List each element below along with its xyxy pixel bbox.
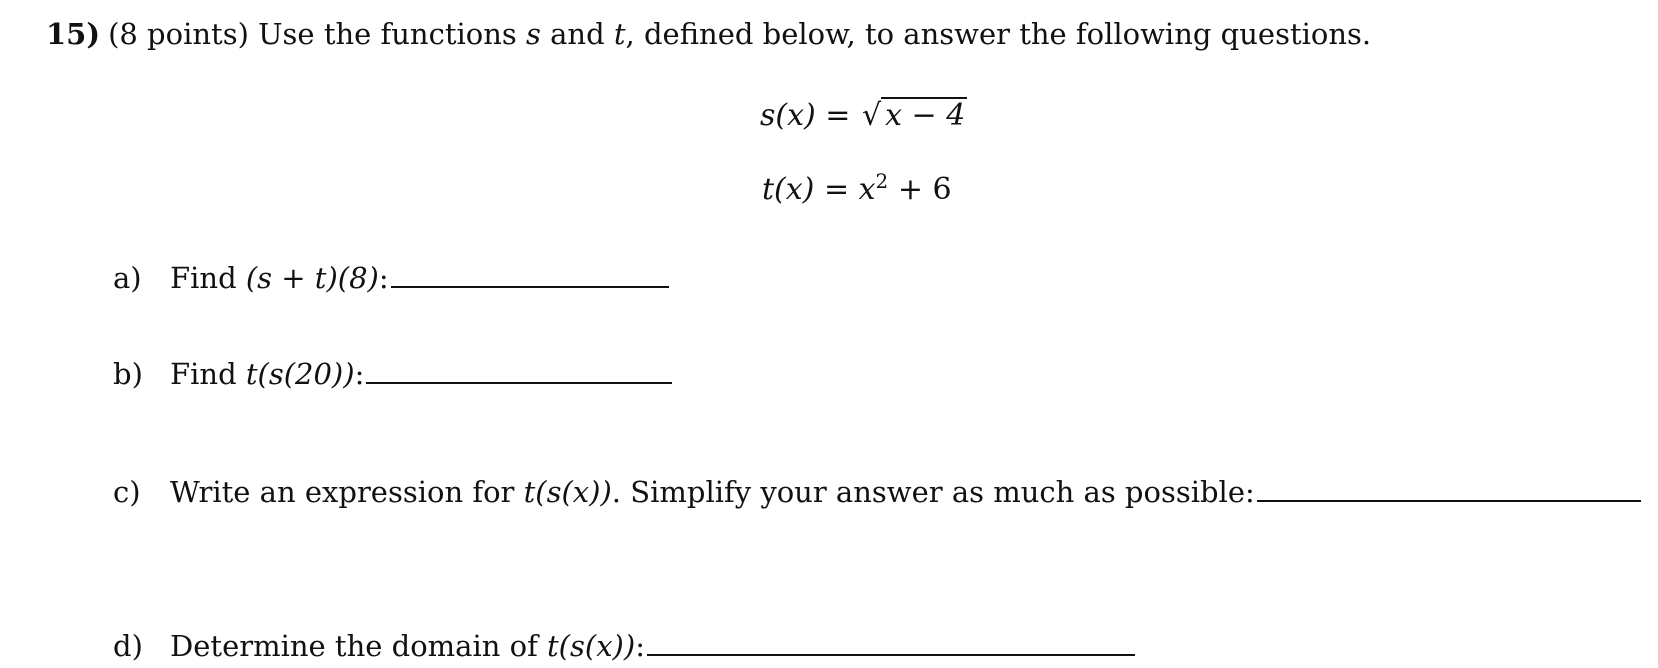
part-c-label: c) [113,475,141,509]
part-c-suffix: . Simplify your answer as much as possible: [611,475,1255,509]
part-b-expression: t(s(20)) [245,357,355,391]
part-c-answer-blank[interactable] [1257,472,1641,502]
part-c [113,472,1641,512]
part-d-answer-blank[interactable] [647,626,1135,656]
function-t-exponent: 2 [875,169,889,193]
part-b [113,354,672,394]
part-a-expression: (s + t)(8) [245,261,379,295]
part-a-suffix: : [378,261,389,295]
question-var-t: t [613,17,626,51]
question-var-s: s [526,17,541,51]
part-a-answer-blank[interactable] [391,258,669,288]
part-b-label: b) [113,357,143,391]
question-text-start: Use the functions [258,17,517,51]
radicand: x − 4 [881,97,967,133]
part-c-expression: t(s(x)) [523,475,612,509]
part-b-prefix: Find [170,357,237,391]
function-s-equals: = [825,98,851,133]
part-b-suffix: : [354,357,365,391]
function-t-base: x [858,172,876,207]
part-d-expression: t(s(x)) [547,629,636,663]
part-c-prefix: Write an expression for [170,475,515,509]
part-d-prefix: Determine the domain of [170,629,538,663]
function-s-definition [760,96,967,136]
part-d-suffix: : [635,629,645,663]
part-a [113,258,669,298]
function-s-lhs: s(x) [760,98,816,133]
question-text-end: , defined below, to answer the following questions. [625,17,1372,51]
function-t-lhs: t(x) [762,172,815,207]
part-a-prefix: Find [170,261,237,295]
function-t-rest: + 6 [897,172,952,207]
part-a-label: a) [113,261,142,295]
part-d [113,626,1135,666]
question-points: (8 points) [108,17,249,51]
question-text-and: and [550,17,605,51]
function-t-equals: = [823,172,850,207]
square-root [860,96,967,136]
radical-sign: √ [861,98,882,133]
question-number: 15) [46,17,101,51]
part-d-label: d) [113,629,143,663]
part-b-answer-blank[interactable] [366,354,672,384]
function-t-definition [762,170,952,210]
question-header [46,12,1371,56]
